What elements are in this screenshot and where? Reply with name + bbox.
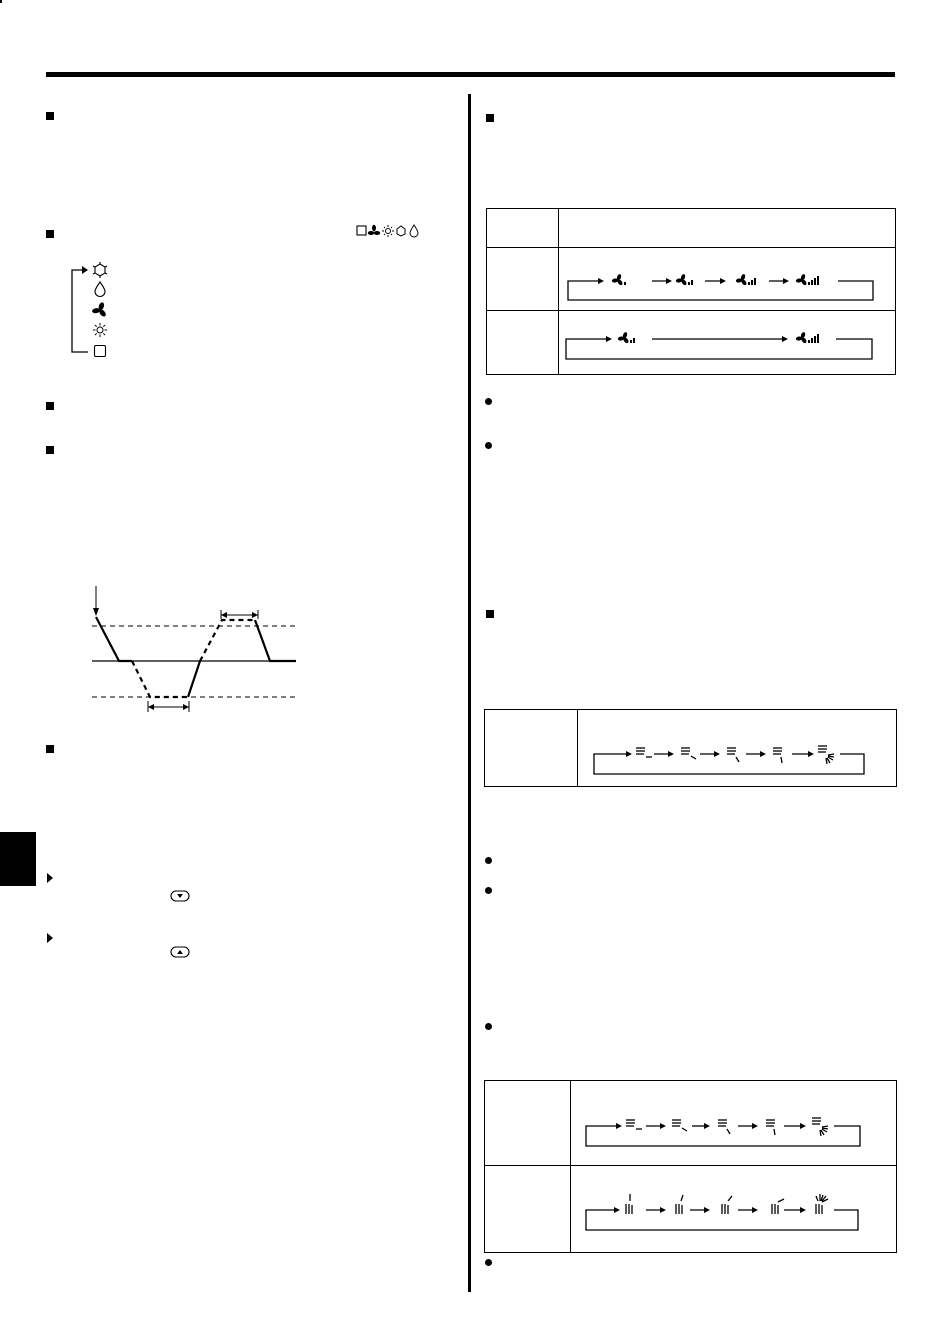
section-bullet xyxy=(46,446,54,454)
table-divider xyxy=(486,247,896,248)
vane-3-icon xyxy=(727,748,739,762)
table-divider xyxy=(484,1165,897,1166)
up-button-icon xyxy=(170,946,190,958)
list-bullet xyxy=(485,1259,492,1266)
vane-2-icon xyxy=(681,748,696,759)
fan-low-icon xyxy=(612,273,626,286)
column-divider xyxy=(468,94,471,1292)
list-bullet xyxy=(485,442,492,449)
fan-icon xyxy=(92,302,108,318)
vane-3-icon xyxy=(718,1120,730,1134)
heat-icon xyxy=(92,322,108,338)
fan-mid1-icon xyxy=(676,273,693,286)
vane-swing-icon xyxy=(818,746,834,764)
section-bullet xyxy=(46,745,54,753)
section-bullet xyxy=(46,230,54,238)
note-arrow xyxy=(47,933,53,943)
fan-low2-icon xyxy=(618,331,635,344)
fan-cycle-2-speed xyxy=(564,330,876,362)
louver-4-icon xyxy=(772,1199,784,1214)
vane-cycle xyxy=(592,742,868,778)
section-bullet xyxy=(486,610,494,618)
temperature-cycle-graph xyxy=(88,586,300,716)
vane-1-icon xyxy=(636,748,652,757)
louver-3-icon xyxy=(722,1196,732,1214)
vane-4-icon xyxy=(766,1120,775,1135)
vane-4-icon xyxy=(773,748,782,763)
cool-icon xyxy=(92,262,108,278)
dry-icon xyxy=(94,281,106,297)
fan-mid2-icon xyxy=(736,273,756,286)
header-rule xyxy=(46,72,895,77)
section-bullet xyxy=(46,402,54,410)
mode-icons-strip xyxy=(356,224,420,238)
list-bullet xyxy=(485,1023,492,1030)
down-button-icon xyxy=(170,890,190,902)
section-bullet xyxy=(46,112,54,120)
corner-mark xyxy=(0,0,2,3)
table-divider xyxy=(577,709,578,787)
vane-1-icon xyxy=(626,1120,642,1129)
vane-cycle-2 xyxy=(584,1114,864,1150)
auto-icon xyxy=(93,344,107,358)
vane-2-icon xyxy=(672,1120,687,1131)
list-bullet xyxy=(485,398,492,405)
table-divider xyxy=(570,1080,571,1253)
list-bullet xyxy=(485,857,492,864)
louver-2-icon xyxy=(676,1195,683,1214)
louver-swing-icon xyxy=(816,1194,828,1214)
section-bullet xyxy=(486,114,494,122)
fan-high2-icon xyxy=(796,331,819,344)
note-arrow xyxy=(47,873,53,883)
side-tab xyxy=(0,832,36,886)
fan-high-icon xyxy=(796,273,819,286)
table-divider xyxy=(486,310,896,311)
table-divider xyxy=(558,208,559,375)
vane-swing-icon xyxy=(812,1118,828,1136)
louver-cycle xyxy=(584,1194,864,1234)
louver-1-icon xyxy=(626,1194,632,1214)
fan-icon xyxy=(368,225,380,235)
list-bullet xyxy=(485,887,492,894)
fan-cycle-4-speed xyxy=(566,268,876,304)
